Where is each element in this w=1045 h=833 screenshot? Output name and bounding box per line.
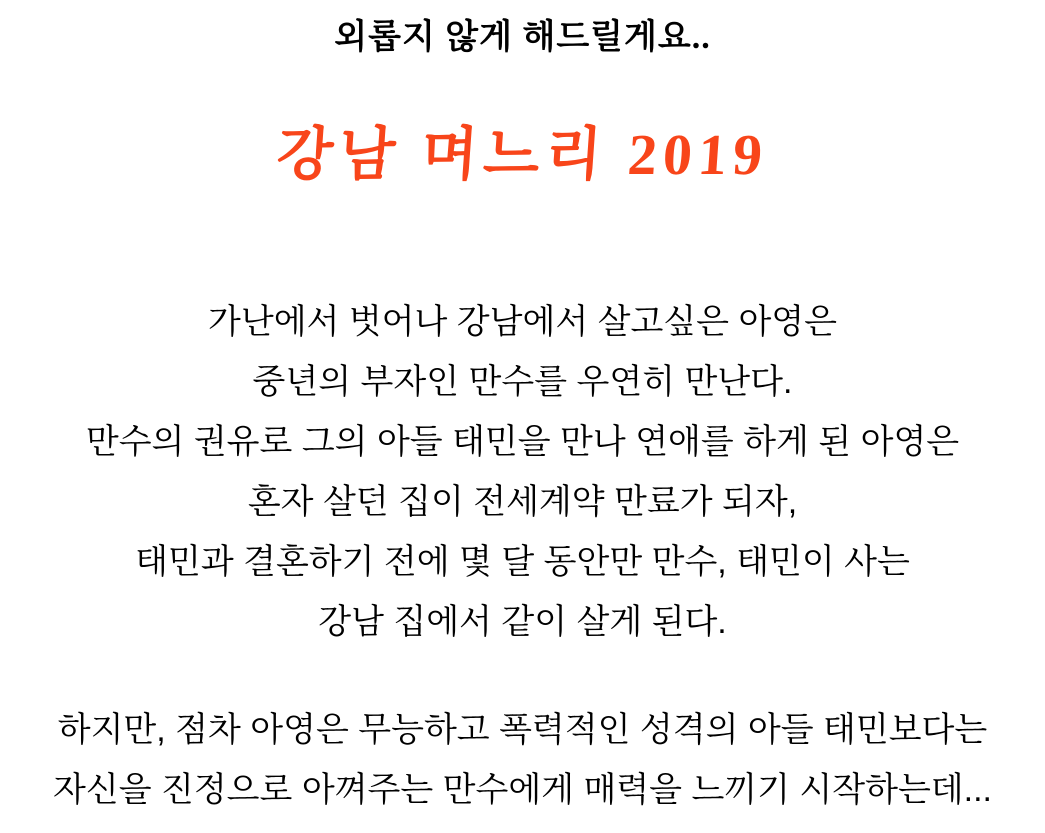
synopsis-line: 중년의 부자인 만수를 우연히 만난다. [252,363,793,401]
synopsis-line: 혼자 살던 집이 전세계약 만료가 되자, [247,483,798,521]
synopsis-line: 만수의 권유로 그의 아들 태민을 만나 연애를 하게 된 아영은 [85,423,960,461]
synopsis-line: 하지만, 점차 아영은 무능하고 폭력적인 성격의 아들 태민보다는 [57,711,988,749]
tagline-text: 외롭지 않게 해드릴게요.. [334,19,711,56]
synopsis-paragraph-1 [86,292,959,652]
synopsis-line: 태민과 결혼하기 전에 몇 달 동안만 만수, 태민이 사는 [135,543,910,581]
movie-title: 강남 며느리 2019 [274,122,771,187]
synopsis-line: 자신을 진정으로 아껴주는 만수에게 매력을 느끼기 시작하는데... [53,771,992,809]
synopsis-line: 가난에서 벗어나 강남에서 살고싶은 아영은 [208,303,837,341]
synopsis-paragraph-2 [53,700,992,820]
synopsis-line: 강남 집에서 같이 살게 된다. [318,603,727,641]
